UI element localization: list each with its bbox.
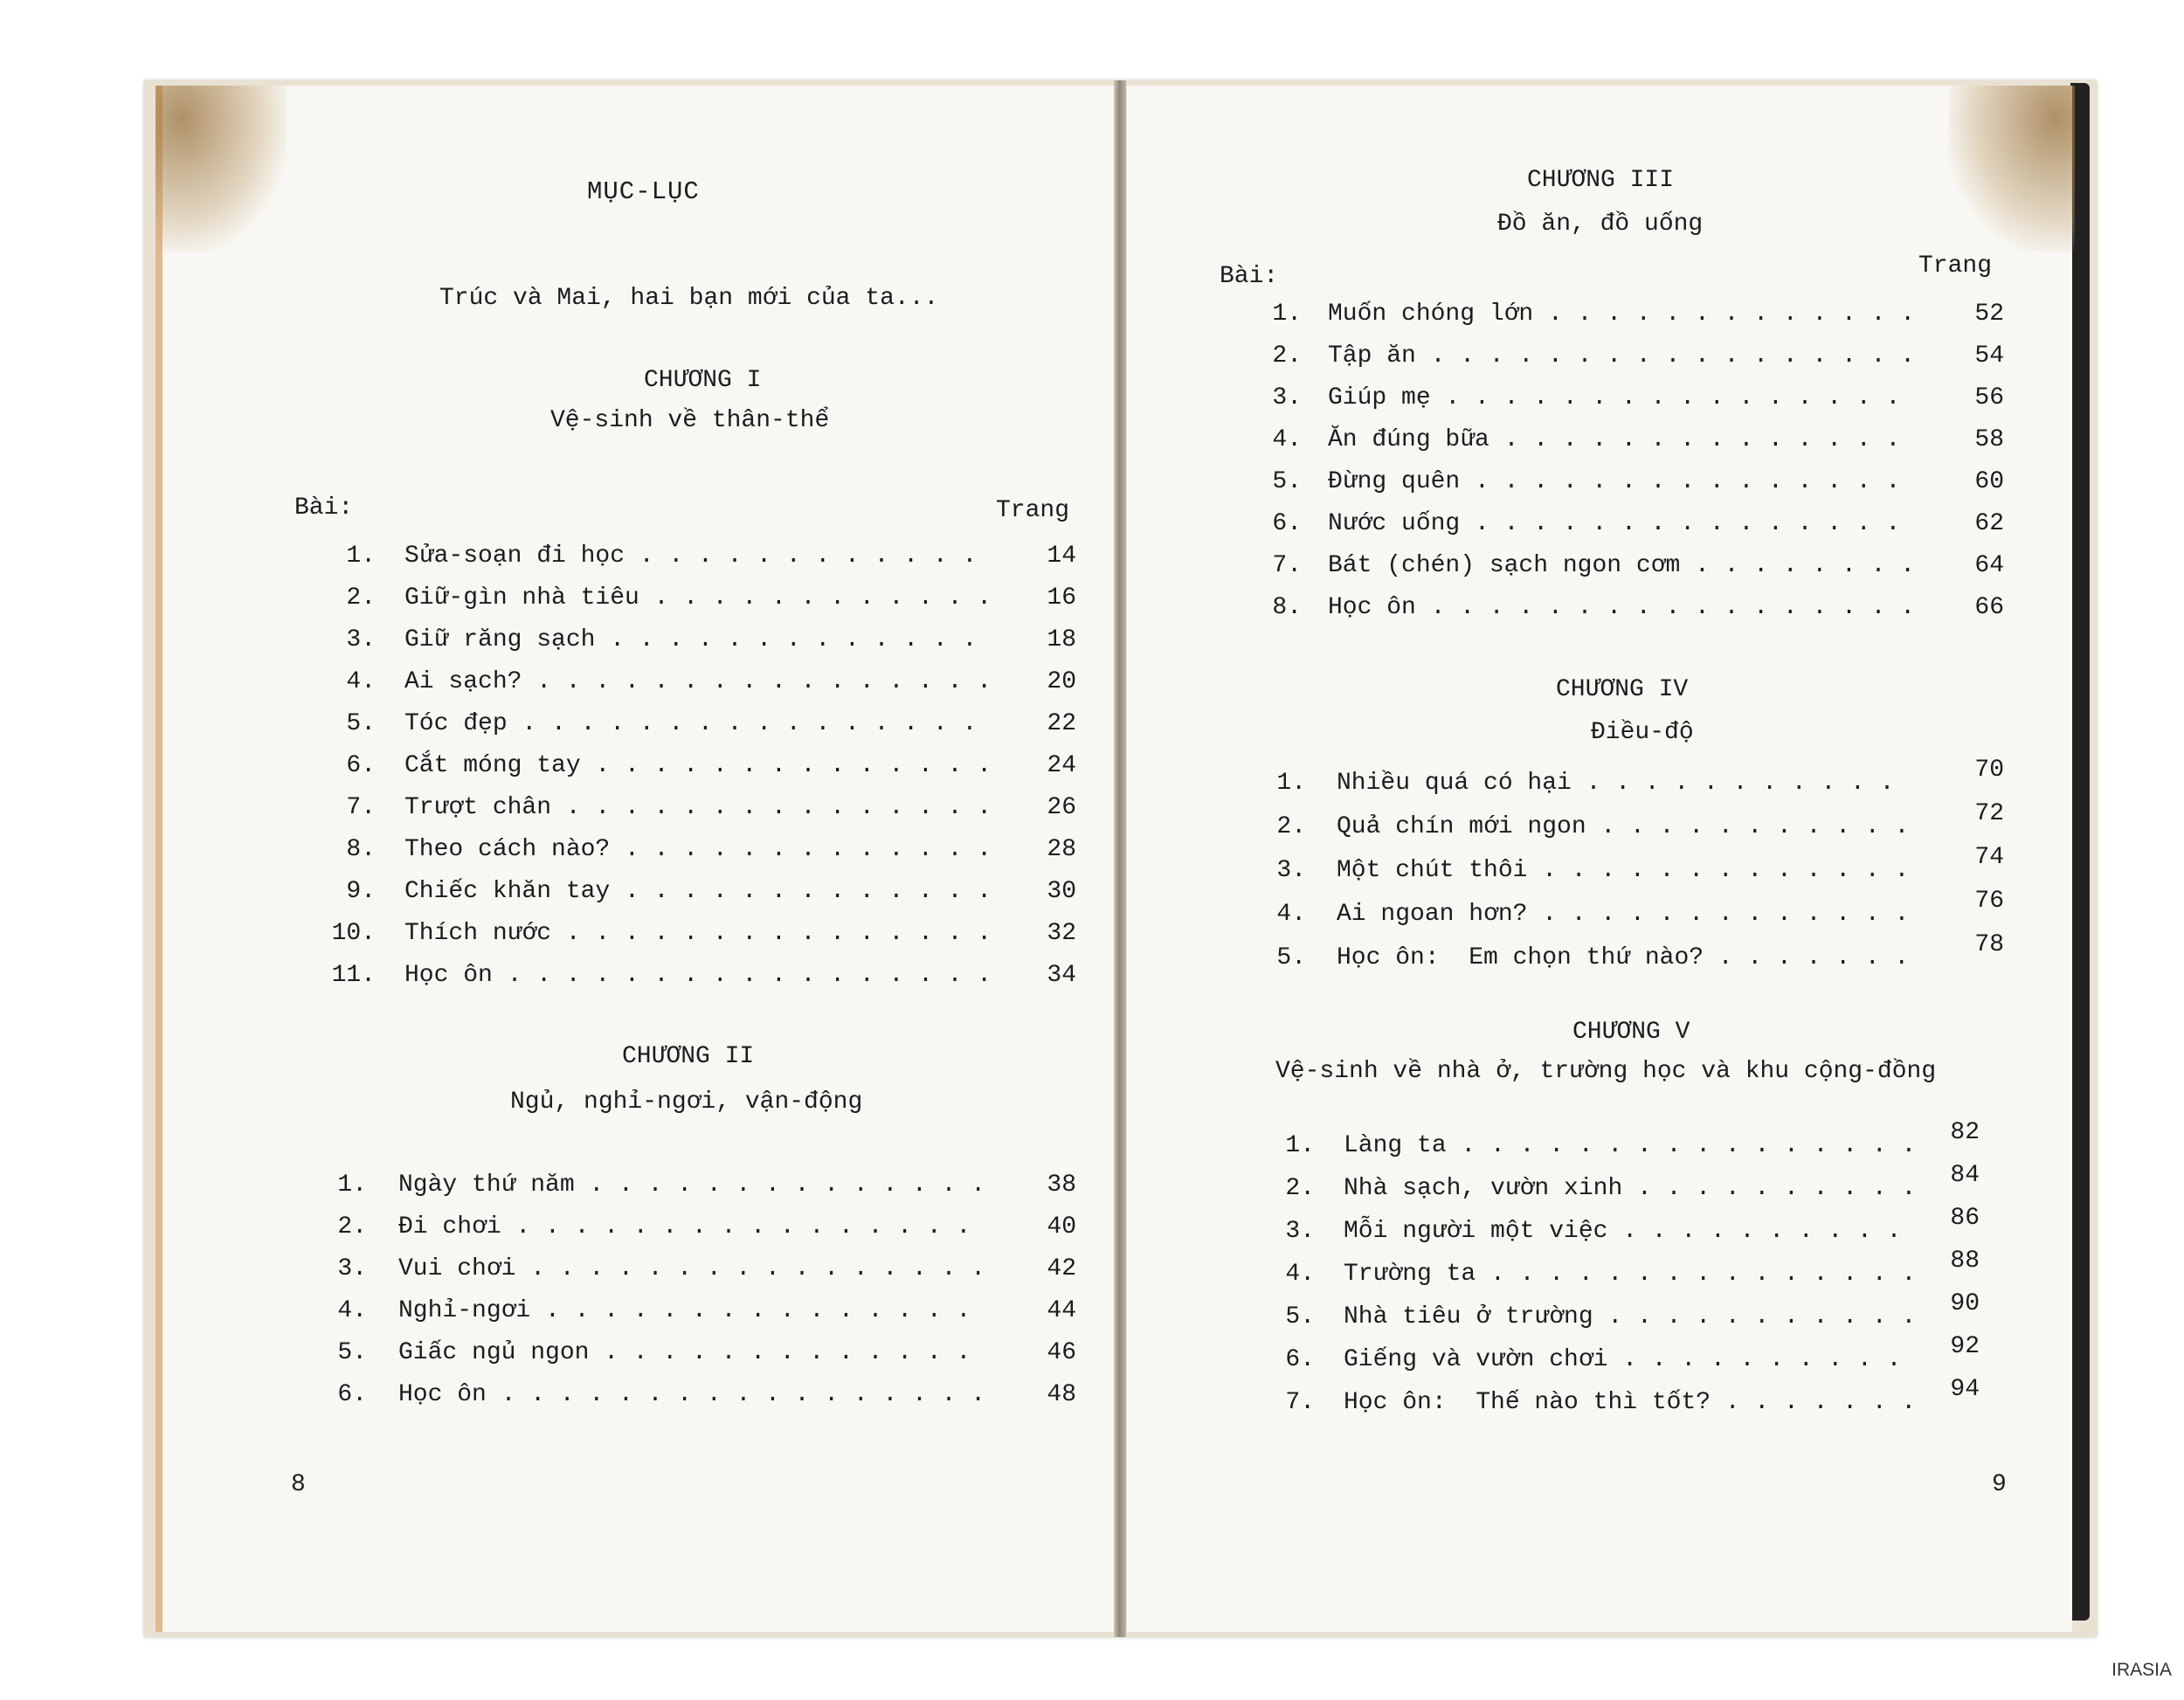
entry-title: Trượt chân xyxy=(404,794,552,821)
entry-number: 1. xyxy=(337,1171,367,1199)
chapter-heading: CHƯƠNG III xyxy=(1527,167,1675,194)
entry-page-number: 76 xyxy=(1974,888,2004,915)
dot-leader: . . . . . . . . . . . . . xyxy=(625,836,992,863)
entry-title: Giấc ngủ ngon xyxy=(398,1339,590,1366)
dot-leader: . . . . . . . . . . . . . . . . xyxy=(1461,1132,1917,1159)
entry-page-number: 28 xyxy=(1047,836,1076,863)
entry-page-number: 14 xyxy=(1047,542,1076,570)
entry-page-number: 64 xyxy=(1974,552,2004,579)
entry-number: 5. xyxy=(337,1339,367,1366)
entry-number: 3. xyxy=(1272,384,1302,411)
entry-number: 4. xyxy=(346,668,376,695)
entry-number: 6. xyxy=(337,1381,367,1408)
dot-leader: . . . . . . . . . . . xyxy=(1600,813,1910,840)
dot-leader: . . . . . . . . . . . . . . . . xyxy=(515,1213,971,1240)
intro-line: Trúc và Mai, hai bạn mới của ta... xyxy=(439,285,939,312)
dot-leader: . . . . . . . . . . . . . . . . . xyxy=(1430,594,1916,621)
entry-title: Ai ngoan hơn? xyxy=(1337,901,1528,928)
entry-title: Bát (chén) sạch ngon cơm xyxy=(1328,552,1681,579)
entry-page-number: 54 xyxy=(1974,342,2004,370)
watermark: IRASIA xyxy=(2111,1660,2172,1680)
entry-page-number: 40 xyxy=(1047,1213,1076,1240)
lesson-column-label: Bài: xyxy=(1220,263,1279,290)
entry-number: 7. xyxy=(1272,552,1302,579)
age-stain xyxy=(156,86,287,252)
entry-page-number: 58 xyxy=(1974,426,2004,453)
entry-number: 6. xyxy=(1272,510,1302,537)
entry-page-number: 24 xyxy=(1047,752,1076,779)
entry-page-number: 72 xyxy=(1974,800,2004,827)
entry-number: 9. xyxy=(346,878,376,905)
dot-leader: . . . . . . . . . . . . . . xyxy=(595,752,992,779)
page-number: 9 xyxy=(1992,1471,2007,1498)
chapter-subtitle: Vệ-sinh về nhà ở, trường học và khu cộng-đồng xyxy=(1275,1058,1937,1085)
entry-title: Đừng quên xyxy=(1328,468,1461,495)
entry-title: Sửa-soạn đi học xyxy=(404,542,625,570)
entry-title: Trường ta xyxy=(1344,1261,1476,1288)
entry-title: Mỗi người một việc xyxy=(1344,1218,1608,1245)
chapter-heading: CHƯƠNG I xyxy=(644,367,762,394)
entry-number: 1. xyxy=(1276,770,1306,797)
dot-leader: . . . . . . . xyxy=(1717,944,1910,971)
entry-number: 7. xyxy=(1285,1389,1315,1416)
entry-number: 11. xyxy=(331,962,376,989)
entry-number: 4. xyxy=(1285,1261,1315,1288)
entry-title: Nghỉ-ngơi xyxy=(398,1297,531,1324)
dot-leader: . . . . . . . . . . . . . xyxy=(604,1339,971,1366)
entry-page-number: 66 xyxy=(1974,594,2004,621)
entry-page-number: 20 xyxy=(1047,668,1076,695)
entry-title: Vui chơi xyxy=(398,1255,516,1282)
dot-leader: . . . . . . . . . . . . . . . . xyxy=(536,668,992,695)
entry-title: Nước uống xyxy=(1328,510,1461,537)
chapter-heading: CHƯƠNG II xyxy=(622,1043,755,1070)
entry-page-number: 92 xyxy=(1950,1333,1980,1360)
entry-page-number: 26 xyxy=(1047,794,1076,821)
dot-leader: . . . . . . . . . . . . . xyxy=(1542,901,1910,928)
entry-page-number: 82 xyxy=(1950,1119,1980,1146)
entry-number: 10. xyxy=(331,920,376,947)
entry-title: Muốn chóng lớn xyxy=(1328,301,1534,328)
entry-title: Giếng và vườn chơi xyxy=(1344,1346,1608,1373)
dot-leader: . . . . . . . . . . . . . . . xyxy=(565,794,992,821)
entry-page-number: 70 xyxy=(1974,757,2004,784)
entry-page-number: 56 xyxy=(1974,384,2004,411)
dot-leader: . . . . . . . . . . . . . . . . . xyxy=(1430,342,1916,370)
entry-number: 4. xyxy=(1272,426,1302,453)
entry-page-number: 16 xyxy=(1047,584,1076,612)
entry-number: 2. xyxy=(346,584,376,612)
dot-leader: . . . . . . . . . . . . . xyxy=(610,626,978,653)
table-of-contents-title: MỤC-LỤC xyxy=(587,177,700,206)
entry-number: 3. xyxy=(1276,857,1306,884)
entry-page-number: 48 xyxy=(1047,1381,1076,1408)
dot-leader: . . . . . . . xyxy=(1724,1389,1917,1416)
entry-title: Ngày thứ năm xyxy=(398,1171,575,1199)
page-column-label: Trang xyxy=(996,497,1070,524)
entry-title: Học ôn xyxy=(398,1381,487,1408)
entry-page-number: 78 xyxy=(1974,931,2004,958)
dot-leader: . . . . . . . . . . . . . . . xyxy=(1475,468,1901,495)
dot-leader: . . . . . . . . . . . . . . . . xyxy=(530,1255,986,1282)
dot-leader: . . . . . . . . . . . . . . . . xyxy=(522,710,978,737)
entry-title: Giữ răng sạch xyxy=(404,626,596,653)
entry-number: 5. xyxy=(1285,1303,1315,1330)
entry-page-number: 86 xyxy=(1950,1205,1980,1232)
entry-title: Nhà tiêu ở trường xyxy=(1344,1303,1593,1330)
entry-page-number: 62 xyxy=(1974,510,2004,537)
entry-number: 7. xyxy=(346,794,376,821)
entry-title: Đi chơi xyxy=(398,1213,501,1240)
entry-title: Nhiều quá có hại xyxy=(1337,770,1572,797)
entry-number: 2. xyxy=(337,1213,367,1240)
entry-number: 3. xyxy=(337,1255,367,1282)
dot-leader: . . . . . . . . . . . . xyxy=(653,584,992,612)
dot-leader: . . . . . . . . . . . . . . . . . xyxy=(501,1381,986,1408)
dot-leader: . . . . . . . . . . . . . . . . xyxy=(1445,384,1901,411)
entry-number: 3. xyxy=(346,626,376,653)
entry-title: Quả chín mới ngon xyxy=(1337,813,1586,840)
entry-page-number: 34 xyxy=(1047,962,1076,989)
chapter-heading: CHƯƠNG V xyxy=(1572,1019,1690,1046)
entry-title: Một chút thôi xyxy=(1337,857,1528,884)
entry-page-number: 88 xyxy=(1950,1247,1980,1275)
chapter-heading: CHƯƠNG IV xyxy=(1556,676,1689,703)
entry-title: Ăn đúng bữa xyxy=(1328,426,1489,453)
entry-number: 4. xyxy=(1276,901,1306,928)
entry-title: Học ôn xyxy=(1328,594,1416,621)
page-column-label: Trang xyxy=(1918,252,1993,280)
entry-title: Học ôn xyxy=(404,962,493,989)
entry-number: 8. xyxy=(1272,594,1302,621)
entry-title: Tóc đẹp xyxy=(404,710,508,737)
dot-leader: . . . . . . . . xyxy=(1695,552,1916,579)
entry-number: 2. xyxy=(1285,1175,1315,1202)
entry-title: Học ôn: Thế nào thì tốt? xyxy=(1344,1389,1711,1416)
dot-leader: . . . . . . . . . . xyxy=(1622,1346,1902,1373)
entry-number: 5. xyxy=(1272,468,1302,495)
entry-page-number: 30 xyxy=(1047,878,1076,905)
dot-leader: . . . . . . . . . . xyxy=(1637,1175,1917,1202)
dot-leader: . . . . . . . . . . . . . . . xyxy=(565,920,992,947)
entry-page-number: 90 xyxy=(1950,1290,1980,1317)
entry-number: 5. xyxy=(1276,944,1306,971)
entry-number: 2. xyxy=(1272,342,1302,370)
dot-leader: . . . . . . . . . . . . . xyxy=(1548,301,1916,328)
entry-page-number: 60 xyxy=(1974,468,2004,495)
entry-page-number: 84 xyxy=(1950,1162,1980,1189)
entry-title: Ai sạch? xyxy=(404,668,522,695)
entry-title: Làng ta xyxy=(1344,1132,1447,1159)
entry-title: Giữ-gìn nhà tiêu xyxy=(404,584,639,612)
dot-leader: . . . . . . . . . . . . . xyxy=(625,878,992,905)
entry-page-number: 46 xyxy=(1047,1339,1076,1366)
entry-number: 1. xyxy=(346,542,376,570)
entry-number: 4. xyxy=(337,1297,367,1324)
dot-leader: . . . . . . . . . . . . . . xyxy=(589,1171,986,1199)
entry-number: 8. xyxy=(346,836,376,863)
dot-leader: . . . . . . . . . . . . . . . xyxy=(1490,1261,1917,1288)
entry-title: Cắt móng tay xyxy=(404,752,581,779)
entry-number: 6. xyxy=(1285,1346,1315,1373)
entry-page-number: 32 xyxy=(1047,920,1076,947)
entry-number: 2. xyxy=(1276,813,1306,840)
entry-title: Theo cách nào? xyxy=(404,836,611,863)
entry-page-number: 52 xyxy=(1974,301,2004,328)
entry-title: Giúp mẹ xyxy=(1328,384,1431,411)
entry-title: Thích nước xyxy=(404,920,552,947)
entry-page-number: 42 xyxy=(1047,1255,1076,1282)
entry-number: 6. xyxy=(346,752,376,779)
dot-leader: . . . . . . . . . . . . . xyxy=(1542,857,1910,884)
entry-page-number: 22 xyxy=(1047,710,1076,737)
entry-page-number: 94 xyxy=(1950,1376,1980,1403)
entry-title: Học ôn: Em chọn thứ nào? xyxy=(1337,944,1704,971)
entry-page-number: 38 xyxy=(1047,1171,1076,1199)
dot-leader: . . . . . . . . . . . . . . . xyxy=(545,1297,971,1324)
entry-page-number: 18 xyxy=(1047,626,1076,653)
dot-leader: . . . . . . . . . . . . . . . . . xyxy=(507,962,992,989)
age-stain xyxy=(1948,86,2075,252)
entry-number: 1. xyxy=(1285,1132,1315,1159)
chapter-subtitle: Đồ ăn, đồ uống xyxy=(1497,211,1704,238)
page-number: 8 xyxy=(291,1471,306,1498)
book-spine xyxy=(1114,80,1126,1637)
entry-number: 3. xyxy=(1285,1218,1315,1245)
lesson-column-label: Bài: xyxy=(294,494,354,522)
dot-leader: . . . . . . . . . . . xyxy=(1607,1303,1917,1330)
dot-leader: . . . . . . . . . . . . . . . xyxy=(1475,510,1901,537)
book-back-cover-edge xyxy=(2070,83,2090,1621)
entry-title: Nhà sạch, vườn xinh xyxy=(1344,1175,1623,1202)
chapter-subtitle: Ngủ, nghỉ-ngơi, vận-động xyxy=(510,1088,863,1116)
entry-page-number: 74 xyxy=(1974,844,2004,871)
chapter-subtitle: Điều-độ xyxy=(1591,719,1694,746)
dot-leader: . . . . . . . . . . . xyxy=(1586,770,1895,797)
entry-title: Tập ăn xyxy=(1328,342,1416,370)
dot-leader: . . . . . . . . . . xyxy=(1622,1218,1902,1245)
chapter-subtitle: Vệ-sinh về thân-thể xyxy=(550,407,830,434)
entry-title: Chiếc khăn tay xyxy=(404,878,611,905)
dot-leader: . . . . . . . . . . . . . . xyxy=(1503,426,1901,453)
entry-page-number: 44 xyxy=(1047,1297,1076,1324)
entry-number: 5. xyxy=(346,710,376,737)
dot-leader: . . . . . . . . . . . . xyxy=(639,542,978,570)
entry-number: 1. xyxy=(1272,301,1302,328)
